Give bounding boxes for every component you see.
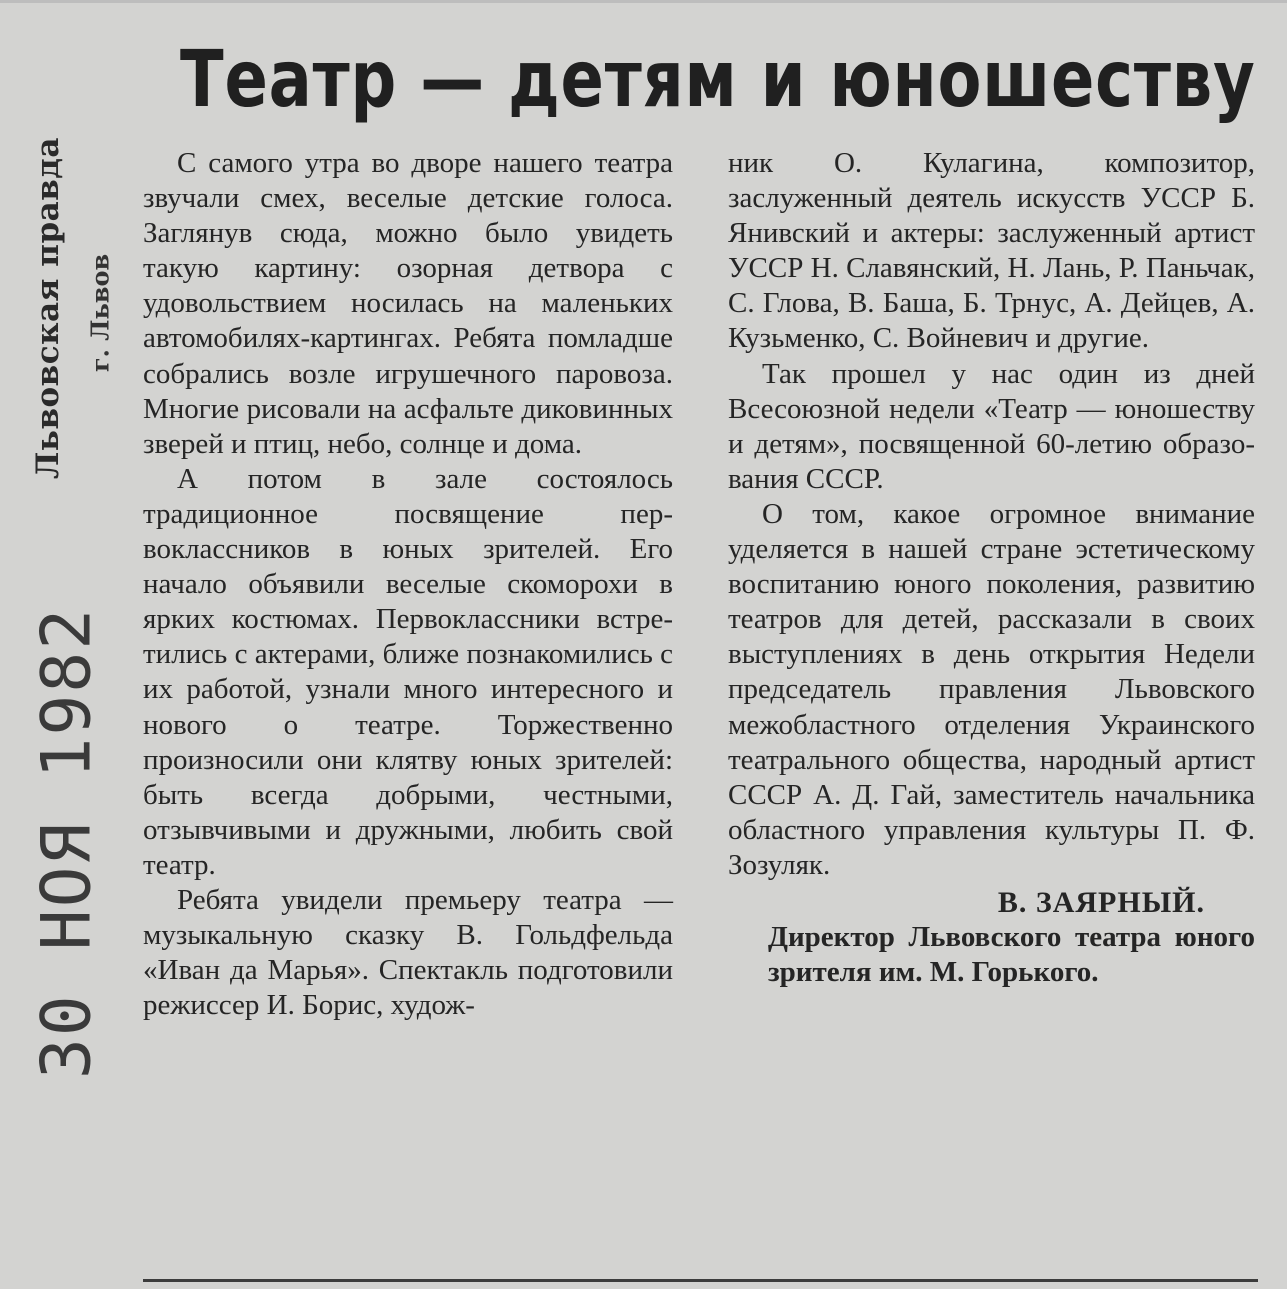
date-stamp <box>22 606 112 1080</box>
city-stamp-text: г. Львов <box>85 253 115 373</box>
city-stamp <box>80 208 120 418</box>
author-title: Директор Львовского театра юного зрителя им. М. Горького. <box>768 921 1255 989</box>
article-paragraph: Ребята увидели премьеру театра — музыкальную сказку В. Гольдфельда «Иван да Марья». Спектакль подготовили режиссер И. Борис, худож- <box>143 883 673 1022</box>
bottom-divider <box>143 1279 1258 1282</box>
newspaper-source-stamp <box>18 73 78 543</box>
article-paragraph: А потом в зале состоялось традиционное посвящение первоклассников в юных зрителей. Его начало объявили веселые скоморохи в ярких костюмах. Первоклассники встретились с актерами, ближе познакомились с их работой, узнали много интересного и нового о театре. Торжественно произносили они клятву юных зрителей: быть всегда добрыми, честными, отзывчивыми и дружными, любить свой театр. <box>143 462 673 881</box>
date-stamp-text: 30 НОЯ 1982 <box>27 606 107 1080</box>
article-paragraph: С самого утра во дворе нашего театра звучали смех, веселые детские голоса. Заглянув сюда, можно было увидеть такую картину: озорная детвора с удовольствием носилась на маленьких автомобилях-картингах. Ребята помладше собрались возле игрушечного паровоза. Многие рисовали на асфальте диковинных зверей и птиц, небо, солнце и дома. <box>143 147 673 460</box>
article-column-right <box>728 146 1255 990</box>
source-stamp-text: Львовская правда <box>30 137 66 479</box>
article-paragraph: ник О. Кулагина, композитор, заслуженный деятель искусств УССР Б. Янивский и актеры: заслуженный артист УССР Н. Славянский, Н. Лань, Р. Паньчак, С. Глова, В. Баша, Б. Трнус, А. Дейцев, А. Кузьменко, С. Войневич и другие. <box>728 147 1255 355</box>
article-paragraph: Так прошел у нас один из дней Всесоюзной недели «Театр — юношеству и детям», посвященной 60-летию образования СССР. <box>728 357 1255 495</box>
author-signature: В. ЗАЯРНЫЙ. <box>997 885 1205 919</box>
article-paragraph: О том, какое огромное внимание уделяется в нашей стране эстетическому воспитанию юного поколения, развитию театров для детей, рассказали в своих выступлениях в день открытия Недели председатель правления Львовского межобластного отделения Украинского театрального общества, народный артист СССР А. Д. Гай, заместитель начальника областного управления культуры П. Ф. Зозуляк. <box>728 497 1255 881</box>
article-headline: Театр — детям и юношеству <box>180 35 1256 125</box>
article-column-left <box>143 146 673 1023</box>
